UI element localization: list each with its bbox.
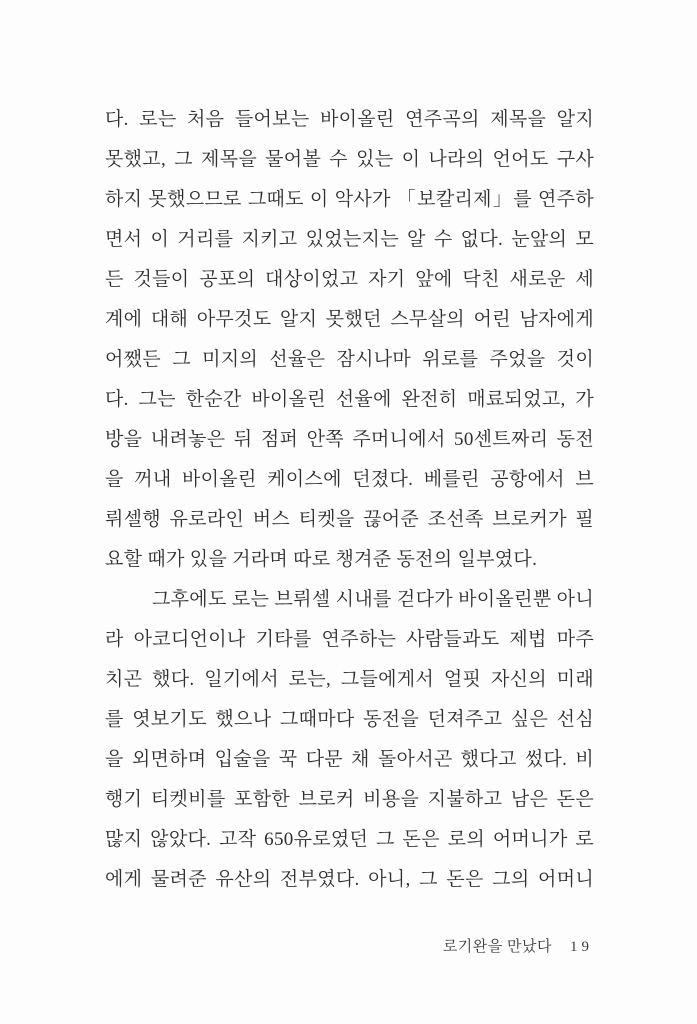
text-line: 행기 티켓비를 포함한 브로커 비용을 지불하고 남은 돈은 [105, 789, 594, 810]
text-line: 다. 그는 한순간 바이올린 선율에 완전히 매료되었고, 가 [105, 389, 594, 410]
text-line: 많지 않았다. 고작 650유로였던 그 돈은 로의 어머니가 로 [105, 829, 594, 850]
text-line: 라 아코디언이나 기타를 연주하는 사람들과도 제법 마주 [105, 629, 594, 650]
body-text [105, 100, 594, 900]
page-number: 19 [570, 939, 593, 955]
text-line: 을 꺼내 바이올린 케이스에 던졌다. 베를린 공항에서 브 [105, 469, 594, 490]
text-line: 그후에도 로는 브뤼셀 시내를 걷다가 바이올린뿐 아니 [152, 589, 594, 610]
text-line: 요할 때가 있을 거라며 따로 챙겨준 동전의 일부였다. [105, 549, 538, 570]
text-line: 다. 로는 처음 들어보는 바이올린 연주곡의 제목을 알지 [105, 109, 594, 130]
text-line: 계에 대해 아무것도 알지 못했던 스무살의 어린 남자에게 [105, 309, 594, 330]
text-line: 방을 내려놓은 뒤 점퍼 안쪽 주머니에서 50센트짜리 동전 [105, 429, 594, 450]
paragraph [105, 580, 594, 900]
text-line: 든 것들이 공포의 대상이었고 자기 앞에 닥친 새로운 세 [105, 269, 594, 290]
text-line: 면서 이 거리를 지키고 있었는지는 알 수 없다. 눈앞의 모 [105, 229, 594, 250]
text-line: 에게 물려준 유산의 전부였다. 아니, 그 돈은 그의 어머니 [105, 869, 594, 890]
text-line: 을 외면하며 입술을 꾹 다문 채 돌아서곤 했다고 썼다. 비 [105, 749, 594, 770]
text-line: 하지 못했으므로 그때도 이 악사가 「보칼리제」를 연주하 [105, 189, 594, 210]
text-line: 못했고, 그 제목을 물어볼 수 있는 이 나라의 언어도 구사 [105, 149, 594, 170]
text-line: 를 엿보기도 했으나 그때마다 동전을 던져주고 싶은 선심 [105, 709, 594, 730]
running-title: 로기완을 만났다 [442, 939, 552, 955]
text-line: 뤼셀행 유로라인 버스 티켓을 끊어준 조선족 브로커가 필 [105, 509, 594, 530]
paragraph [105, 100, 594, 580]
text-line: 치곤 했다. 일기에서 로는, 그들에게서 얼핏 자신의 미래 [105, 669, 594, 690]
text-line: 어쨌든 그 미지의 선율은 잠시나마 위로를 주었을 것이 [105, 349, 594, 370]
page-footer [443, 936, 593, 958]
